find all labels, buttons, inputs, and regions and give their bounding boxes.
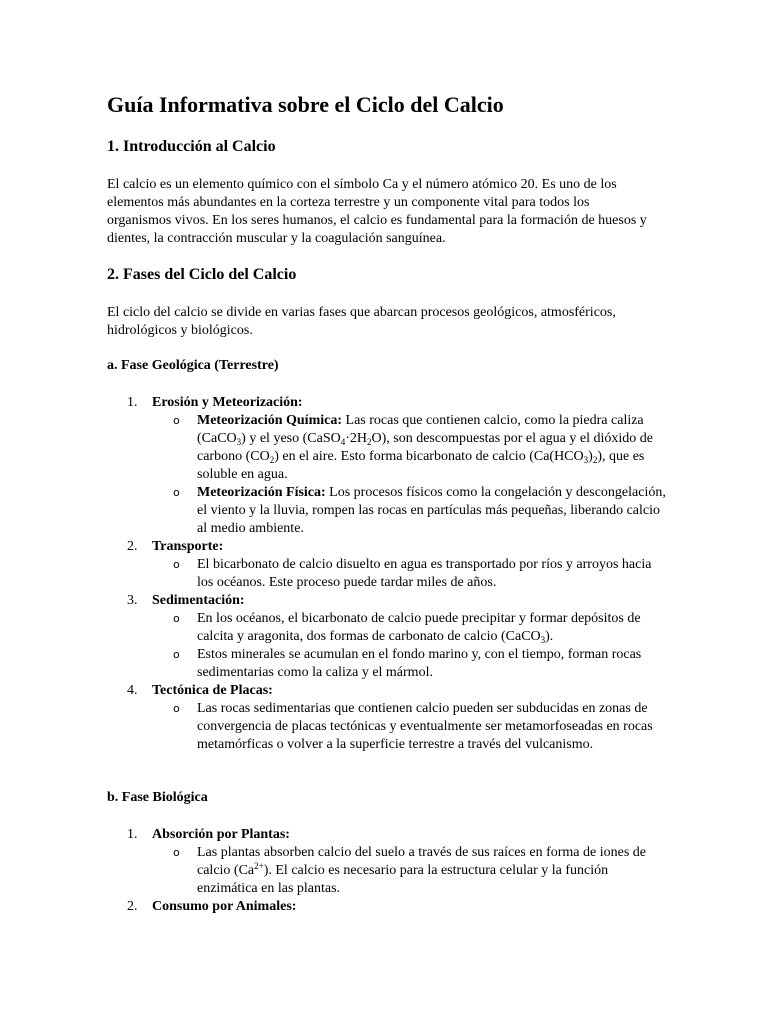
list-number: 2. xyxy=(127,539,138,554)
intro-paragraph: El calcio es un elemento químico con el símbolo Ca y el número atómico 20. Es uno de los elementos más abundantes en la corteza terrestre y un componente vital para todos los organismos vivos. En los seres humanos, el calcio es fundamental para la formación de huesos y dientes, la contracción muscular y la coagulación sanguínea. xyxy=(107,177,647,246)
sublist-item-absorcion: o Las plantas absorben calcio del suelo a través de sus raíces en forma de iones de calcio $(Ca^{2+})$. El calcio es necesario para la estructura celular y la función enzimática en las plantas. xyxy=(173,845,646,896)
list-item-label: Absorción por Plantas: xyxy=(152,827,290,842)
bullet-icon: o xyxy=(173,702,180,715)
bullet-icon: o xyxy=(173,414,180,427)
sub-label: Meteorización Física: xyxy=(197,485,326,500)
list-number: 4. xyxy=(127,683,138,698)
section-heading-introduccion: 1. Introducción al Calcio xyxy=(107,138,276,155)
list-item-label: Consumo por Animales: xyxy=(152,899,297,914)
page-title: Guía Informativa sobre el Ciclo del Calcio xyxy=(107,92,504,117)
bullet-icon: o xyxy=(173,846,180,859)
bullet-icon: o xyxy=(173,558,180,571)
list-item-label: Sedimentación: xyxy=(152,593,245,608)
subsection-heading-geologica: a. Fase Geológica (Terrestre) xyxy=(107,358,279,373)
subsection-heading-biologica: b. Fase Biológica xyxy=(107,790,208,805)
list-item-consumo xyxy=(127,898,296,916)
list-item-erosion xyxy=(127,394,303,412)
list-item-sedimentacion xyxy=(127,592,245,610)
list-number: 3. xyxy=(127,593,138,608)
bullet-icon: o xyxy=(173,648,180,661)
list-item-tectonica xyxy=(127,682,273,700)
list-number: 1. xyxy=(127,395,138,410)
bullet-icon: o xyxy=(173,486,180,499)
fases-paragraph: El ciclo del calcio se divide en varias fases que abarcan procesos geológicos, atmosféricos, hidrológicos y biológicos. xyxy=(107,305,616,338)
sublist-item-meteorizacion-fisica: o Meteorización Física: Los procesos físicos como la congelación y descongelación, el viento y la lluvia, rompen las rocas en partículas más pequeñas, liberando calcio al medio ambiente. xyxy=(173,485,666,536)
sublist-item-meteorizacion-quimica: o Meteorización Química: Las rocas que contienen calcio, como la piedra caliza (CaCO$_3$) y el yeso $(CaSO_4\cdot 2H_2O)$, son descompuestas por el agua y el dióxido de carbono $(CO_2)$ en el aire. Esto forma bicarbonato de calcio $(Ca(HCO_3)_2)$, que es soluble en agua. xyxy=(173,413,653,482)
sublist-item-transporte: o El bicarbonato de calcio disuelto en agua es transportado por ríos y arroyos hacia los océanos. Este proceso puede tardar miles de años. xyxy=(173,557,652,590)
list-item-absorcion xyxy=(127,826,290,844)
sublist-item-tectonica: o Las rocas sedimentarias que contienen calcio pueden ser subducidas en zonas de convergencia de placas tectónicas y eventualmente ser metamorfoseadas en rocas metamórficas o volver a la superficie terrestre a través del vulcanismo. xyxy=(173,701,653,752)
list-number: 1. xyxy=(127,827,138,842)
list-item-label: Erosión y Meteorización: xyxy=(152,395,303,410)
sub-label: Meteorización Química: xyxy=(197,413,343,428)
sublist-item-sedimentacion-2: o Estos minerales se acumulan en el fondo marino y, con el tiempo, forman rocas sedimentarias como la caliza y el mármol. xyxy=(173,647,642,680)
sublist-item-sedimentacion-1: o En los océanos, el bicarbonato de calcio puede precipitar y formar depósitos de calcita y aragonita, dos formas de carbonato de calcio (CaCO$_3$). xyxy=(173,611,641,645)
bullet-icon: o xyxy=(173,612,180,625)
section-heading-fases: 2. Fases del Ciclo del Calcio xyxy=(107,266,297,283)
list-item-label: Tectónica de Placas: xyxy=(152,683,273,698)
list-number: 2. xyxy=(127,899,138,914)
list-item-label: Transporte: xyxy=(152,539,224,554)
list-item-transporte xyxy=(127,538,223,556)
